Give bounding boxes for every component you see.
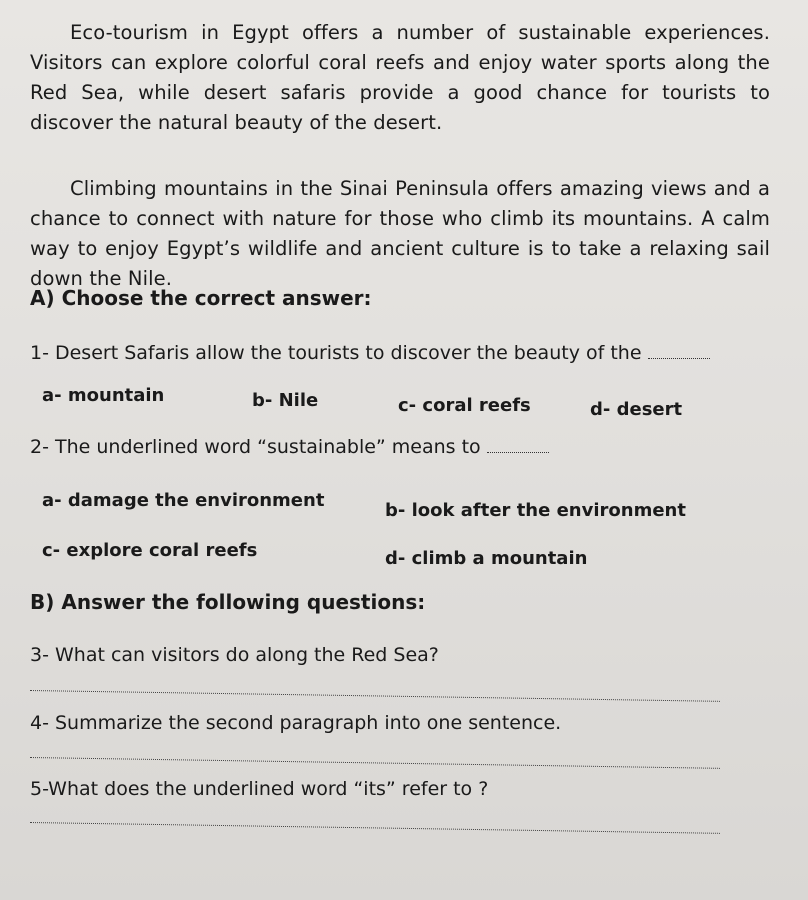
q2-option-a[interactable]: a- damage the environment [42,490,325,511]
section-a-heading: A) Choose the correct answer: [30,286,372,310]
section-b-heading: B) Answer the following questions: [30,590,426,614]
question-3: 3- What can visitors do along the Red Sea? [30,644,439,666]
question-2 [30,436,549,458]
q2-option-d[interactable]: d- climb a mountain [385,548,588,569]
question-1 [30,342,710,364]
answer-line-4[interactable] [30,757,720,769]
q2-option-c[interactable]: c- explore coral reefs [42,540,258,561]
q1-option-a[interactable]: a- mountain [42,385,165,406]
q1-option-d[interactable]: d- desert [590,399,683,420]
question-2-text: 2- The underlined word “sustainable” means to [30,436,481,458]
q1-option-c[interactable]: c- coral reefs [398,395,531,416]
answer-line-3[interactable] [30,690,720,702]
paragraph-1-text: Eco-tourism in Egypt offers a number of sustainable experiences. Visitors can explore colorful coral reefs and enjoy water sports along the Red Sea, while desert safaris provide a good chance for tourists to discover the natural beauty of the desert. [30,21,770,134]
q2-option-b[interactable]: b- look after the environment [385,500,686,521]
paragraph-2-text: Climbing mountains in the Sinai Peninsula offers amazing views and a chance to connect with nature for those who climb its mountains. A calm way to enjoy Egypt’s wildlife and ancient culture is to take a relaxing sail down the Nile. [30,177,770,290]
question-4: 4- Summarize the second paragraph into one sentence. [30,712,562,734]
passage-paragraph-1 [30,18,770,138]
answer-line-5[interactable] [30,822,720,834]
answer-blank[interactable] [487,438,549,453]
q1-option-b[interactable]: b- Nile [252,390,319,411]
passage-paragraph-2 [30,174,770,294]
question-5: 5-What does the underlined word “its” refer to ? [30,778,489,800]
question-1-text: 1- Desert Safaris allow the tourists to discover the beauty of the [30,342,642,364]
answer-blank[interactable] [648,344,710,359]
